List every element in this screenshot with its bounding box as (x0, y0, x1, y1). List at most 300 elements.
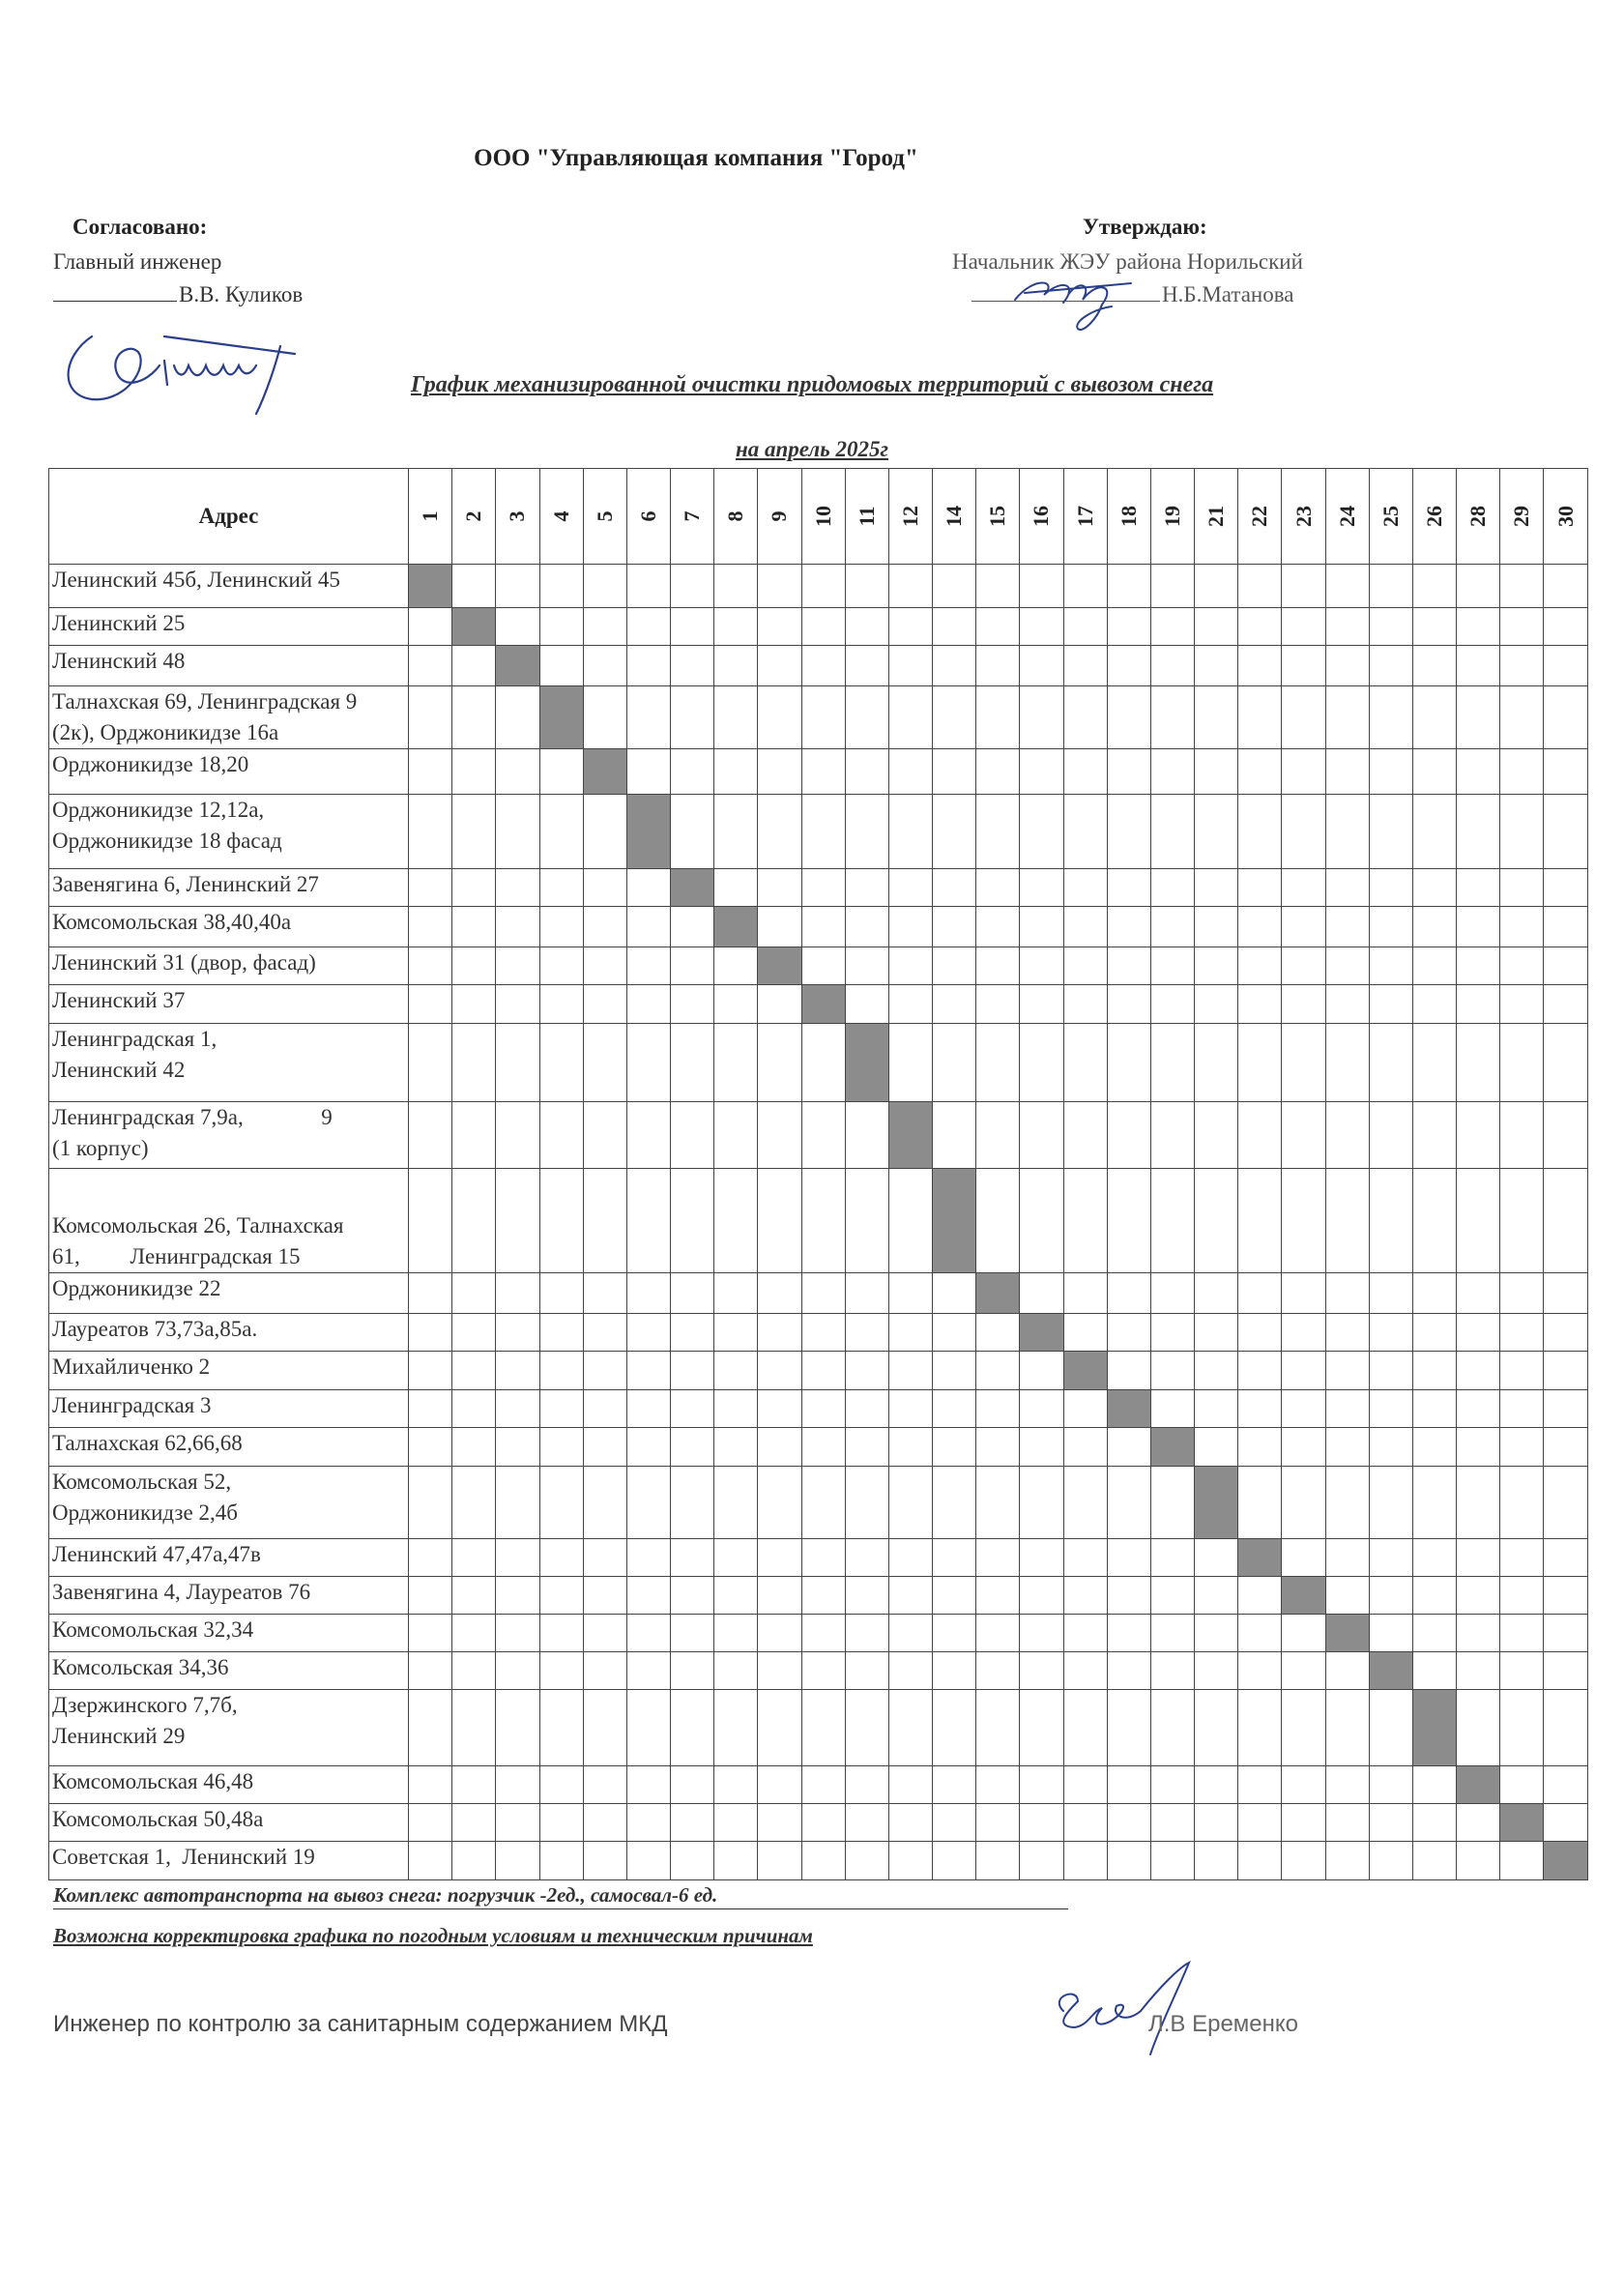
table-row (49, 795, 1588, 869)
day-cell (583, 1024, 626, 1102)
scheduled-day-cell (1457, 1766, 1500, 1804)
day-cell (671, 1577, 714, 1615)
day-cell (714, 985, 758, 1024)
day-cell (1412, 795, 1456, 869)
day-cell (1500, 565, 1544, 608)
address-cell (49, 1539, 409, 1577)
day-cell (452, 1766, 496, 1804)
day-cell (1238, 1615, 1282, 1652)
table-row (49, 907, 1588, 947)
day-cell (671, 1428, 714, 1467)
day-cell (583, 686, 626, 749)
day-cell (933, 608, 976, 646)
day-cell (758, 1577, 801, 1615)
day-cell (452, 1577, 496, 1615)
day-cell (539, 608, 583, 646)
day-cell (1238, 1766, 1282, 1804)
day-cell (1325, 608, 1369, 646)
day-cell (1412, 947, 1456, 985)
day-cell (1500, 1102, 1544, 1169)
day-cell (1544, 1690, 1587, 1766)
day-cell (976, 1169, 1020, 1273)
day-cell (1063, 1169, 1107, 1273)
day-cell (933, 795, 976, 869)
day-cell (1457, 1428, 1500, 1467)
scheduled-day-cell (801, 985, 845, 1024)
day-cell (888, 1690, 932, 1766)
day-cell (933, 1024, 976, 1102)
address-cell (49, 907, 409, 947)
day-cell (845, 1842, 888, 1880)
day-cell (758, 1428, 801, 1467)
day-cell (1457, 795, 1500, 869)
day-cell (801, 565, 845, 608)
day-cell (1063, 1766, 1107, 1804)
table-row (49, 1577, 1588, 1615)
day-cell (976, 1428, 1020, 1467)
table-row (49, 565, 1588, 608)
address-line: Завенягина 6, Ленинский 27 (52, 872, 319, 896)
day-cell (626, 947, 670, 985)
day-cell (539, 795, 583, 869)
address-cell (49, 1390, 409, 1428)
day-cell (1412, 1352, 1456, 1390)
day-cell (714, 1390, 758, 1428)
address-line: Орджоникидзе 18,20 (52, 752, 249, 776)
day-cell (409, 1804, 452, 1842)
day-cell (1195, 869, 1238, 907)
day-cell (1063, 1577, 1107, 1615)
table-row (49, 1804, 1588, 1842)
scheduled-day-cell (1020, 1314, 1063, 1352)
day-cell (1544, 1390, 1587, 1428)
day-cell (496, 565, 539, 608)
day-cell (845, 1169, 888, 1273)
day-header: 15 (976, 469, 1020, 565)
day-cell (758, 1842, 801, 1880)
day-cell (758, 646, 801, 686)
day-cell (714, 1102, 758, 1169)
day-cell (1325, 1102, 1369, 1169)
day-cell (452, 1273, 496, 1314)
day-cell (409, 1690, 452, 1766)
day-cell (801, 1690, 845, 1766)
day-cell (801, 1273, 845, 1314)
day-cell (1544, 947, 1587, 985)
day-cell (671, 646, 714, 686)
table-row (49, 1314, 1588, 1352)
day-cell (1195, 1842, 1238, 1880)
day-cell (496, 1428, 539, 1467)
day-cell (976, 907, 1020, 947)
day-cell (1150, 795, 1194, 869)
day-cell (1544, 985, 1587, 1024)
day-cell (1282, 1390, 1325, 1428)
day-cell (1020, 907, 1063, 947)
day-cell (845, 686, 888, 749)
day-cell (626, 1577, 670, 1615)
address-line: Талнахская 69, Ленинградская 9 (52, 689, 358, 714)
day-cell (496, 1169, 539, 1273)
day-cell (976, 1314, 1020, 1352)
day-cell (1107, 947, 1150, 985)
day-cell (1195, 749, 1238, 795)
day-cell (845, 907, 888, 947)
day-cell (452, 1352, 496, 1390)
day-cell (452, 1690, 496, 1766)
day-cell (1107, 646, 1150, 686)
day-cell (1150, 608, 1194, 646)
day-cell (1020, 1804, 1063, 1842)
day-cell (1500, 869, 1544, 907)
agreed-role: Главный инженер (53, 249, 222, 274)
day-cell (539, 646, 583, 686)
day-cell (1325, 686, 1369, 749)
day-cell (1369, 907, 1412, 947)
day-cell (1282, 1766, 1325, 1804)
day-cell (758, 985, 801, 1024)
day-cell (976, 1577, 1020, 1615)
day-cell (583, 1577, 626, 1615)
day-cell (1020, 686, 1063, 749)
day-cell (1238, 1652, 1282, 1690)
day-cell (496, 1273, 539, 1314)
day-cell (1107, 1652, 1150, 1690)
day-cell (1282, 1690, 1325, 1766)
day-cell (1020, 1428, 1063, 1467)
day-cell (714, 1169, 758, 1273)
day-cell (1107, 1024, 1150, 1102)
day-cell (976, 1652, 1020, 1690)
day-cell (626, 1102, 670, 1169)
correction-note: Возможна корректировка графика по погодным условиям и техническим причинам (53, 1924, 813, 1947)
address-line: (1 корпус) (52, 1136, 149, 1160)
day-cell (1282, 1352, 1325, 1390)
day-cell (1150, 869, 1194, 907)
day-cell (671, 1539, 714, 1577)
day-cell (714, 1273, 758, 1314)
day-cell (801, 1352, 845, 1390)
day-cell (1150, 947, 1194, 985)
day-cell (1457, 646, 1500, 686)
day-cell (1500, 1169, 1544, 1273)
day-cell (452, 1467, 496, 1539)
day-cell (1107, 608, 1150, 646)
day-cell (496, 1842, 539, 1880)
day-cell (1150, 1273, 1194, 1314)
day-cell (539, 985, 583, 1024)
day-cell (452, 1169, 496, 1273)
day-cell (1457, 1390, 1500, 1428)
day-cell (1325, 869, 1369, 907)
day-cell (626, 565, 670, 608)
day-cell (801, 1577, 845, 1615)
day-cell (496, 869, 539, 907)
day-cell (1544, 1615, 1587, 1652)
day-cell (452, 1428, 496, 1467)
day-cell (409, 1577, 452, 1615)
day-cell (888, 1390, 932, 1428)
day-cell (409, 686, 452, 749)
day-cell (496, 1577, 539, 1615)
day-cell (845, 1352, 888, 1390)
day-cell (933, 907, 976, 947)
day-cell (1195, 1102, 1238, 1169)
day-cell (539, 907, 583, 947)
day-cell (1369, 1102, 1412, 1169)
day-cell (1063, 608, 1107, 646)
day-header: 17 (1063, 469, 1107, 565)
day-cell (626, 1390, 670, 1428)
day-cell (714, 1766, 758, 1804)
day-cell (671, 1024, 714, 1102)
day-cell (1063, 1390, 1107, 1428)
document-title: График механизированной очистки придомовых территорий с вывозом снега (410, 372, 1214, 397)
day-cell (409, 1314, 452, 1352)
day-cell (496, 1652, 539, 1690)
day-cell (1282, 1273, 1325, 1314)
day-cell (1020, 1352, 1063, 1390)
day-cell (1282, 608, 1325, 646)
agreed-name: В.В. Куликов (179, 282, 304, 306)
day-cell (1500, 1352, 1544, 1390)
day-cell (1412, 749, 1456, 795)
day-cell (933, 1102, 976, 1169)
address-line: Комсольская 34,36 (52, 1655, 229, 1679)
day-cell (583, 1314, 626, 1352)
day-cell (758, 608, 801, 646)
day-cell (714, 1652, 758, 1690)
day-cell (888, 608, 932, 646)
day-cell (539, 1390, 583, 1428)
day-cell (1544, 646, 1587, 686)
table-row (49, 686, 1588, 749)
day-cell (1195, 1314, 1238, 1352)
day-cell (1369, 565, 1412, 608)
day-cell (1412, 1652, 1456, 1690)
address-line: Комсомольская 26, Талнахская (52, 1213, 344, 1238)
day-cell (583, 907, 626, 947)
day-cell (409, 1169, 452, 1273)
day-cell (409, 1352, 452, 1390)
day-cell (976, 1390, 1020, 1428)
day-cell (1412, 1539, 1456, 1577)
day-cell (976, 1102, 1020, 1169)
day-cell (801, 1804, 845, 1842)
day-cell (801, 1024, 845, 1102)
approve-title: Утверждаю: (1083, 215, 1207, 239)
day-cell (1107, 1428, 1150, 1467)
day-cell (801, 1314, 845, 1352)
scheduled-day-cell (1500, 1804, 1544, 1842)
day-cell (1544, 749, 1587, 795)
day-cell (1107, 565, 1150, 608)
day-header: 25 (1369, 469, 1412, 565)
day-header: 5 (583, 469, 626, 565)
day-cell (888, 795, 932, 869)
day-cell (1457, 1804, 1500, 1842)
day-cell (1195, 1352, 1238, 1390)
table-row (49, 1467, 1588, 1539)
day-cell (1457, 1690, 1500, 1766)
day-cell (758, 565, 801, 608)
day-cell (801, 749, 845, 795)
day-cell (976, 1539, 1020, 1577)
day-cell (1195, 608, 1238, 646)
day-cell (845, 1314, 888, 1352)
day-cell (1369, 947, 1412, 985)
day-cell (1195, 795, 1238, 869)
day-cell (1412, 1314, 1456, 1352)
table-row (49, 1273, 1588, 1314)
table-row (49, 1766, 1588, 1804)
signature-blank (53, 301, 177, 302)
day-cell (1063, 1690, 1107, 1766)
day-cell (1457, 1842, 1500, 1880)
day-cell (801, 1615, 845, 1652)
day-cell (801, 1652, 845, 1690)
day-cell (1544, 795, 1587, 869)
agreed-title: Согласовано: (72, 215, 208, 239)
day-cell (1457, 749, 1500, 795)
day-cell (1195, 646, 1238, 686)
day-cell (801, 1766, 845, 1804)
day-cell (626, 1539, 670, 1577)
day-cell (409, 947, 452, 985)
day-cell (1020, 1467, 1063, 1539)
address-cell (49, 1842, 409, 1880)
day-cell (671, 1467, 714, 1539)
day-cell (845, 795, 888, 869)
day-cell (1282, 1169, 1325, 1273)
day-cell (888, 1169, 932, 1273)
day-cell (1457, 608, 1500, 646)
day-cell (933, 1690, 976, 1766)
day-cell (1412, 1102, 1456, 1169)
day-cell (801, 947, 845, 985)
day-cell (409, 1652, 452, 1690)
day-header: 21 (1195, 469, 1238, 565)
address-cell (49, 1652, 409, 1690)
day-cell (933, 947, 976, 985)
day-cell (671, 1102, 714, 1169)
day-cell (1412, 608, 1456, 646)
day-cell (1369, 749, 1412, 795)
day-cell (539, 1352, 583, 1390)
table-row (49, 985, 1588, 1024)
day-cell (1325, 646, 1369, 686)
day-cell (1500, 1652, 1544, 1690)
day-cell (583, 608, 626, 646)
day-cell (671, 907, 714, 947)
day-cell (1107, 1169, 1150, 1273)
day-cell (1063, 907, 1107, 947)
address-line: Советская 1, Ленинский 19 (52, 1845, 315, 1869)
day-cell (1107, 749, 1150, 795)
day-cell (671, 749, 714, 795)
day-cell (539, 1615, 583, 1652)
day-cell (933, 1467, 976, 1539)
address-line: Ленинский 47,47а,47в (52, 1542, 261, 1566)
address-line: Ленинский 45б, Ленинский 45 (52, 568, 340, 592)
day-cell (1238, 1804, 1282, 1842)
day-cell (845, 646, 888, 686)
day-cell (409, 985, 452, 1024)
day-cell (888, 907, 932, 947)
day-cell (1500, 686, 1544, 749)
day-cell (1150, 1652, 1194, 1690)
day-cell (496, 907, 539, 947)
day-cell (1544, 686, 1587, 749)
day-cell (1412, 869, 1456, 907)
day-cell (1107, 1539, 1150, 1577)
day-cell (1063, 1102, 1107, 1169)
address-line: Комсомольская 50,48а (52, 1807, 264, 1831)
day-cell (976, 947, 1020, 985)
day-cell (1500, 1690, 1544, 1766)
day-cell (1325, 1428, 1369, 1467)
day-cell (583, 1467, 626, 1539)
scheduled-day-cell (1325, 1615, 1369, 1652)
scheduled-day-cell (452, 608, 496, 646)
day-cell (1020, 1024, 1063, 1102)
day-cell (1107, 1467, 1150, 1539)
day-cell (1238, 1390, 1282, 1428)
day-cell (1063, 795, 1107, 869)
day-cell (1369, 1390, 1412, 1428)
day-cell (1500, 1577, 1544, 1615)
day-cell (888, 1539, 932, 1577)
day-cell (1325, 1804, 1369, 1842)
scheduled-day-cell (1369, 1652, 1412, 1690)
day-cell (1107, 1842, 1150, 1880)
day-cell (1150, 1539, 1194, 1577)
day-cell (1500, 608, 1544, 646)
day-header: 26 (1412, 469, 1456, 565)
day-cell (539, 1024, 583, 1102)
day-cell (452, 749, 496, 795)
day-cell (1544, 869, 1587, 907)
day-cell (1107, 869, 1150, 907)
table-row (49, 646, 1588, 686)
day-cell (1020, 1273, 1063, 1314)
day-cell (496, 1024, 539, 1102)
day-cell (1282, 1804, 1325, 1842)
day-cell (452, 1102, 496, 1169)
day-cell (1282, 907, 1325, 947)
day-cell (758, 1467, 801, 1539)
day-cell (1282, 1024, 1325, 1102)
address-cell (49, 608, 409, 646)
day-cell (933, 985, 976, 1024)
scheduled-day-cell (1107, 1390, 1150, 1428)
day-cell (1457, 1467, 1500, 1539)
day-cell (583, 646, 626, 686)
day-header: 30 (1544, 469, 1587, 565)
table-row (49, 1352, 1588, 1390)
day-cell (933, 1273, 976, 1314)
address-cell (49, 686, 409, 749)
day-cell (452, 985, 496, 1024)
address-line: Ленинский 31 (двор, фасад) (52, 950, 316, 975)
day-cell (888, 1352, 932, 1390)
table-row (49, 1428, 1588, 1467)
table-row (49, 869, 1588, 907)
day-cell (496, 1467, 539, 1539)
day-cell (1500, 1467, 1544, 1539)
day-cell (1325, 947, 1369, 985)
day-cell (409, 1024, 452, 1102)
